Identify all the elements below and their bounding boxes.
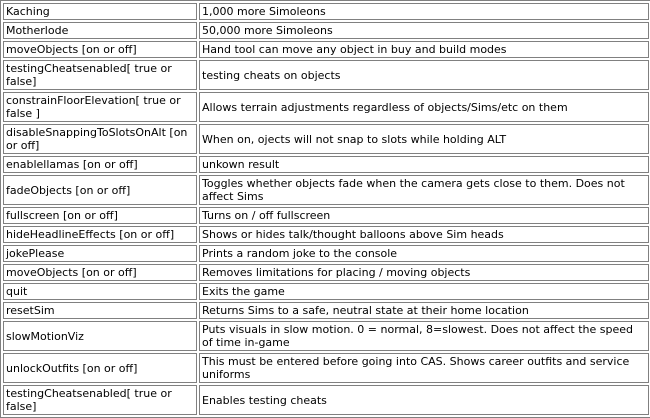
table-row — [3, 156, 649, 173]
command-cell: testingCheatsenabled[ true or false] — [3, 385, 197, 415]
table-row — [3, 385, 649, 415]
table-row — [3, 60, 649, 90]
command-cell: jokePlease — [3, 245, 197, 262]
description-cell: Shows or hides talk/thought balloons above Sim heads — [199, 226, 649, 243]
description-cell: Prints a random joke to the console — [199, 245, 649, 262]
cheat-codes-body — [3, 3, 649, 415]
description-cell: Hand tool can move any object in buy and build modes — [199, 41, 649, 58]
table-row — [3, 283, 649, 300]
table-row — [3, 353, 649, 383]
command-cell: hideHeadlineEffects [on or off] — [3, 226, 197, 243]
command-cell: constrainFloorElevation[ true or false ] — [3, 92, 197, 122]
description-cell: Removes limitations for placing / moving objects — [199, 264, 649, 281]
table-row — [3, 207, 649, 224]
table-row — [3, 226, 649, 243]
description-cell: This must be entered before going into CAS. Shows career outfits and service uniforms — [199, 353, 649, 383]
table-row — [3, 22, 649, 39]
description-cell: unkown result — [199, 156, 649, 173]
description-cell: 50,000 more Simoleons — [199, 22, 649, 39]
description-cell: testing cheats on objects — [199, 60, 649, 90]
description-cell: 1,000 more Simoleons — [199, 3, 649, 20]
table-row — [3, 124, 649, 154]
description-cell: Puts visuals in slow motion. 0 = normal, 8=slowest. Does not affect the speed of time in-game — [199, 321, 649, 351]
command-cell: enablellamas [on or off] — [3, 156, 197, 173]
command-cell: Kaching — [3, 3, 197, 20]
table-row — [3, 92, 649, 122]
description-cell: Allows terrain adjustments regardless of objects/Sims/etc on them — [199, 92, 649, 122]
command-cell: testingCheatsenabled[ true or false] — [3, 60, 197, 90]
command-cell: fullscreen [on or off] — [3, 207, 197, 224]
table-row — [3, 264, 649, 281]
description-cell: Returns Sims to a safe, neutral state at their home location — [199, 302, 649, 319]
command-cell: slowMotionViz — [3, 321, 197, 351]
table-row — [3, 3, 649, 20]
description-cell: When on, ojects will not snap to slots while holding ALT — [199, 124, 649, 154]
table-row — [3, 321, 649, 351]
description-cell: Toggles whether objects fade when the camera gets close to them. Does not affect Sims — [199, 175, 649, 205]
command-cell: Motherlode — [3, 22, 197, 39]
command-cell: fadeObjects [on or off] — [3, 175, 197, 205]
table-row — [3, 41, 649, 58]
command-cell: moveObjects [on or off] — [3, 264, 197, 281]
command-cell: quit — [3, 283, 197, 300]
description-cell: Enables testing cheats — [199, 385, 649, 415]
table-row — [3, 245, 649, 262]
command-cell: moveObjects [on or off] — [3, 41, 197, 58]
command-cell: disableSnappingToSlotsOnAlt [on or off] — [3, 124, 197, 154]
description-cell: Turns on / off fullscreen — [199, 207, 649, 224]
command-cell: unlockOutfits [on or off] — [3, 353, 197, 383]
table-row — [3, 302, 649, 319]
table-row — [3, 175, 649, 205]
description-cell: Exits the game — [199, 283, 649, 300]
command-cell: resetSim — [3, 302, 197, 319]
